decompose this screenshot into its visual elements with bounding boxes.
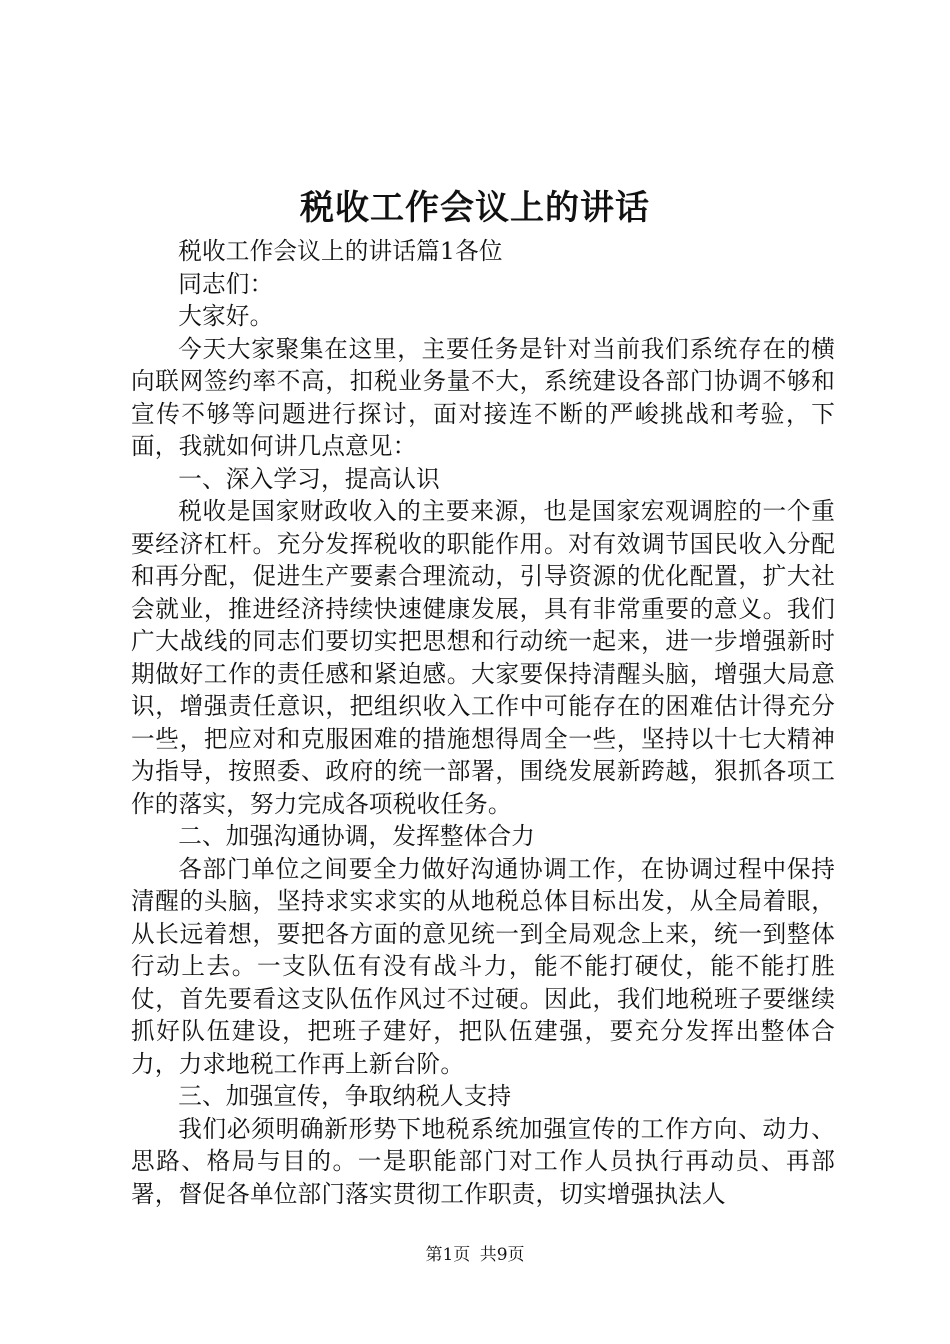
- paragraph-section-1: 税收是国家财政收入的主要来源，也是国家宏观调腔的一个重要经济杠杆。充分发挥税收的职能作用。对有效调节国民收入分配和再分配，促进生产要素合理流动，引导资源的优化配置，扩大社会就业，推进经济持续快速健康发展，具有非常重要的意义。我们广大战线的同志们要切实把思想和行动统一起来，进一步增强新时期做好工作的责任感和紧迫感。大家要保持清醒头脑，增强大局意识，增强责任意识，把组织收入工作中可能存在的困难估计得充分一些，把应对和克服困难的措施想得周全一些，坚持以十七大精神为指导，按照委、政府的统一部署，围绕发展新跨越，狠抓各项工作的落实，努力完成各项税收任务。: [131, 497, 835, 818]
- page-footer: [0, 1243, 950, 1267]
- document-body: [131, 235, 835, 1210]
- paragraph-salutation: 同志们：: [178, 269, 274, 298]
- document-title: 税收工作会议上的讲话: [300, 188, 650, 228]
- page-total: 共9页: [479, 1245, 525, 1265]
- section-heading-3: 三、加强宣传，争取纳税人支持: [178, 1082, 512, 1110]
- paragraph-greeting: 大家好。: [178, 302, 274, 330]
- paragraph-section-3: 我们必须明确新形势下地税系统加强宣传的工作方向、动力、思路、格局与目的。一是职能部门对工作人员执行再动员、再部署，督促各单位部门落实贯彻工作职责，切实增强执法人: [131, 1114, 835, 1208]
- section-heading-1: 一、深入学习，提高认识: [178, 464, 440, 493]
- page-number: 第1页: [425, 1245, 471, 1265]
- paragraph-intro: 今天大家聚集在这里，主要任务是针对当前我们系统存在的横向联网签约率不高，扣税业务量不大，系统建设各部门协调不够和宣传不够等问题进行探讨，面对接连不断的严峻挑战和考验，下面，我就如何讲几点意见：: [131, 334, 835, 460]
- paragraph-section-2: 各部门单位之间要全力做好沟通协调工作，在协调过程中保持清醒的头脑，坚持求实求实的从地税总体目标出发，从全局着眼，从长远着想，要把各方面的意见统一到全局观念上来，统一到整体行动上去。一支队伍有没有战斗力，能不能打硬仗，能不能打胜仗，首先要看这支队伍作风过不过硬。因此，我们地税班子要继续抓好队伍建设，把班子建好，把队伍建强，要充分发挥出整体合力，力求地税工作再上新台阶。: [131, 854, 835, 1078]
- paragraph-heading-line: 税收工作会议上的讲话篇1各位: [178, 237, 503, 265]
- section-heading-2: 二、加强沟通协调，发挥整体合力: [178, 822, 536, 850]
